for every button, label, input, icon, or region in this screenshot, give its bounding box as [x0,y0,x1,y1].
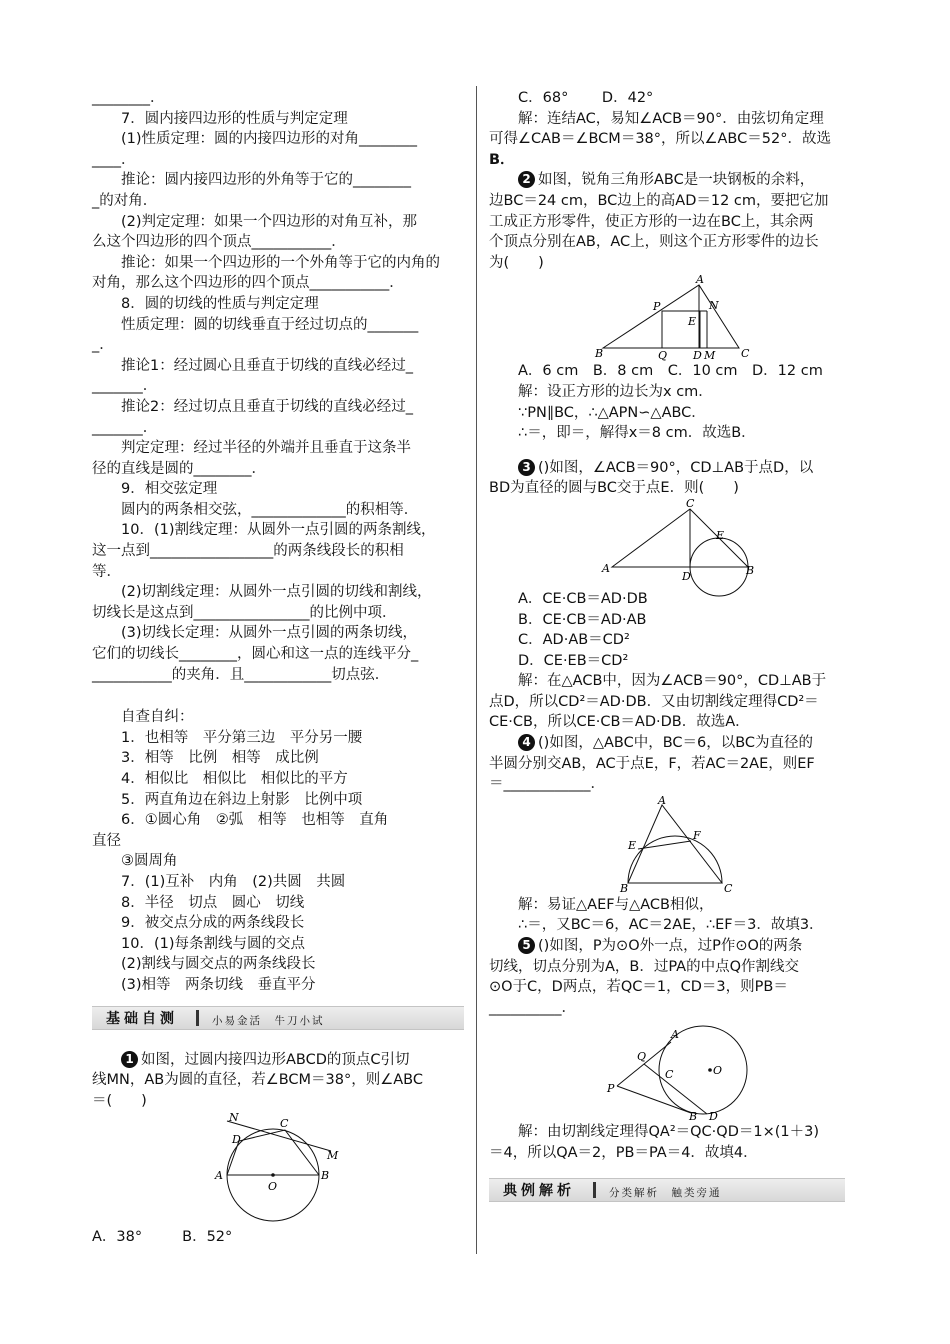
answer-line: 3．相等 比例 相等 成比例 [121,750,319,767]
section-heading: 7．圆内接四边形的性质与判定定理 [121,110,348,127]
answer-line: ③圆周角 [121,853,178,870]
svg-text:A: A [215,1169,223,1183]
section-heading: 8．圆的切线的性质与判定定理 [121,295,319,312]
text-line: 圆内的两条相交弦，_____________的积相等． [121,501,419,518]
svg-text:N: N [229,1111,239,1125]
text-line: 对角，那么这个四边形的四个顶点___________． [92,275,404,292]
text-line: 径的直线是圆的________． [92,460,266,477]
column-divider [476,86,477,1254]
solution-line: 解：由切割线定理得QA²＝QC·QD＝1×(1＋3) [518,1124,820,1141]
section-banner-basic-test [92,1006,464,1030]
text-line: _______． [92,378,158,395]
text-line: 个顶点分别在AB，AC上，则这个正方形零件的边长 [489,234,819,251]
text-line: ＝( ) [92,1092,147,1109]
text-line: 半圆分别交AB，AC于点E，F，若AC＝2AE，则EF [489,755,815,772]
banner-divider [196,1010,199,1026]
banner-subtitle: 分类解析 触类旁通 [609,1186,722,1199]
question-number-badge: 4 [518,734,535,751]
text-line: 为( ) [489,254,544,271]
svg-text:D: D [709,1110,718,1124]
svg-text:D: D [693,349,702,363]
text-line: (2)切割线定理：从圆外一点引圆的切线和割线， [121,584,432,601]
solution-line: 点D，所以CD²＝AD·DB．又由切割线定理得CD²＝ [489,693,819,710]
left-column [92,88,464,1248]
answer-line: 8．半径 切点 圆心 切线 [121,894,305,911]
answer-line: 4．相似比 相似比 相似比的平方 [121,771,348,787]
svg-text:M: M [327,1149,339,1163]
svg-text:C: C [665,1068,674,1082]
svg-text:P: P [607,1082,615,1096]
figure-q1-inscribed-quadrilateral [213,1113,343,1223]
question-5: 5 ()如图，P为⊙O外一点，过P作⊙O的两条 [489,936,861,957]
solution-line: 解：连结AC，易知∠ACB＝90°．由弦切角定理 [518,110,824,127]
solution-line: ＝4，所以QA＝2，PB＝PA＝4．故填4． [489,1145,758,1161]
solution-line: ∴＝，又BC＝6，AC＝2AE，∴EF＝3．故填3． [518,917,824,934]
question-number-badge: 1 [121,1051,138,1068]
text-line: (3)切线长定理：从圆外一点引圆的两条切线， [121,625,418,642]
text-line: ___________的夹角．且____________切点弦． [92,666,390,683]
answer-line: 10．(1)每条割线与圆的交点 [121,935,305,952]
figure-q3-right-triangle-circle [600,496,755,587]
text-line: __________． [489,999,576,1016]
text-line: 么这个四边形的四个顶点___________． [92,234,346,251]
svg-text:B: B [689,1110,698,1124]
text-line: 这一点到_________________的两条线段长的积相 [92,543,404,560]
text-line: 推论：如果一个四边形的一个外角等于它的内角的 [121,254,440,271]
svg-text:Q: Q [637,1050,647,1064]
svg-text:A: A [602,561,610,575]
answer-line: 1．也相等 平分第三边 平分另一腰 [121,729,363,746]
text-line: 它们的切线长________，圆心和这一点的连线平分_ [92,646,419,663]
svg-text:B: B [321,1169,330,1183]
svg-text:A: A [658,793,666,807]
option-line: A．CE·CB＝AD·DB [518,590,648,607]
text-line: ⊙O于C，D两点，若QC＝1，CD＝3，则PB＝ [489,979,788,996]
text-line: 推论：圆内接四边形的外角等于它的________ [121,172,411,189]
option-line: A．6 cm B．8 cm C．10 cm D．12 cm [518,363,823,380]
right-column [489,88,861,1206]
solution-line: 解：在△ACB中，因为∠ACB＝90°，CD⊥AB于 [518,673,827,690]
option-line: C．AD·AB＝CD² [518,632,630,649]
answer-line: 7．(1)互补 内角 (2)共圆 共圆 [121,873,346,890]
text-line: ＝____________． [489,776,605,793]
svg-text:O: O [268,1180,278,1194]
svg-text:E: E [628,838,637,852]
option-line: B．CE·CB＝AD·AB [518,611,647,628]
solution-line: 可得∠CAB＝∠BCM＝38°，所以∠ABC＝52°．故选 [489,131,831,148]
text-line: ____． [92,151,136,168]
svg-text:A: A [696,273,704,287]
svg-text:B: B [595,347,604,361]
question-number-badge: 2 [518,171,535,188]
text-line: 判定定理：经过半径的外端并且垂直于这条半 [121,440,411,457]
svg-text:Q: Q [658,349,668,363]
solution-line: 解：易证△AEF与△ACB相似， [518,896,714,913]
section-heading: 9．相交弦定理 [121,481,218,498]
answer-line: 直径 [92,832,121,849]
svg-text:N: N [709,299,719,313]
svg-text:F: F [693,828,701,842]
text-line: 10．(1)割线定理：从圆外一点引圆的两条割线， [121,522,436,539]
svg-text:C: C [686,496,695,510]
answer-line: (2)割线与圆交点的两条线段长 [121,956,316,973]
solution-line: ∵PN∥BC，∴△APN∽△ABC． [518,404,706,421]
solution-line: 解：设正方形的边长为x cm． [518,383,713,400]
option-line: C．68° D．42° [518,90,654,106]
solution-line: B． [489,151,515,168]
figure-q5-tangents-secant [605,1020,745,1124]
answer-line: 9．被交点分成的两条线段长 [121,915,305,932]
answer-line: (3)相等 两条切线 垂直平分 [121,976,316,993]
svg-text:P: P [653,300,661,314]
question-1: 1 如图，过圆内接四边形ABCD的顶点C引切 [92,1050,464,1071]
figure-q4-semicircle-triangle [610,793,740,895]
option-line: D．CE·EB＝CD² [518,652,629,669]
text-line: 等． [92,563,121,580]
answer-line: 6．①圆心角 ②弧 相等 也相等 直角 [121,812,389,829]
svg-text:C: C [724,881,733,895]
figure-q2-square-in-triangle [595,273,755,363]
banner-divider [593,1182,596,1198]
svg-text:E: E [716,528,725,542]
question-3: 3 ()如图，∠ACB＝90°，CD⊥AB于点D，以 [489,458,861,479]
text-line: 推论2：经过切点且垂直于切线的直线必经过_ [121,398,413,415]
text-line: 工成正方形零件，使正方形的一边在BC上，其余两 [489,213,814,230]
option-line: A．38° B．52° [92,1229,233,1246]
banner-title: 典例解析 [503,1182,575,1199]
svg-text:A: A [671,1028,679,1042]
svg-text:M: M [704,349,716,363]
text-line: 推论1：经过圆心且垂直于切线的直线必经过_ [121,357,413,374]
text-line: 线MN，AB为圆的直径，若∠BCM＝38°，则∠ABC [92,1072,423,1089]
answers-heading: 自查自纠： [121,709,194,726]
section-banner-example-analysis [489,1178,845,1202]
text-line: 切线长是这点到________________的比例中项． [92,604,397,621]
text-line: ________． [92,90,165,106]
question-number-badge: 3 [518,459,535,476]
svg-text:C: C [741,347,750,361]
text-line: _的对角． [92,192,158,209]
solution-line: ∴＝，即＝，解得x＝8 cm．故选B． [518,425,756,442]
question-2: 2 如图，锐角三角形ABC是一块钢板的余料， [489,170,861,191]
svg-text:B: B [746,563,755,577]
text-line: (1)性质定理：圆的内接四边形的对角________ [121,131,418,148]
question-number-badge: 5 [518,937,535,954]
banner-subtitle: 小易金活 牛刀小试 [212,1014,325,1027]
text-line: BD为直径的圆与BC交于点E．则( ) [489,480,739,497]
text-line: _______． [92,419,158,436]
answer-line: 5．两直角边在斜边上射影 比例中项 [121,791,363,808]
svg-text:D: D [682,569,691,583]
text-line: _． [92,337,114,354]
svg-text:C: C [280,1117,289,1131]
text-line: 边BC＝24 cm，BC边上的高AD＝12 cm，要把它加 [489,192,829,209]
text-line: (2)判定定理：如果一个四边形的对角互补，那 [121,213,418,230]
solution-line: CE·CB，所以CE·CB＝AD·DB．故选A． [489,714,750,731]
question-4: 4 ()如图，△ABC中，BC＝6，以BC为直径的 [489,733,861,754]
text-line: 性质定理：圆的切线垂直于经过切点的_______ [121,316,419,333]
svg-text:O: O [713,1064,723,1078]
text-line: 切线，切点分别为A，B．过PA的中点Q作割线交 [489,958,800,975]
svg-text:D: D [232,1133,241,1147]
svg-text:B: B [620,881,629,895]
banner-title: 基础自测 [106,1010,178,1027]
svg-text:E: E [688,315,697,329]
